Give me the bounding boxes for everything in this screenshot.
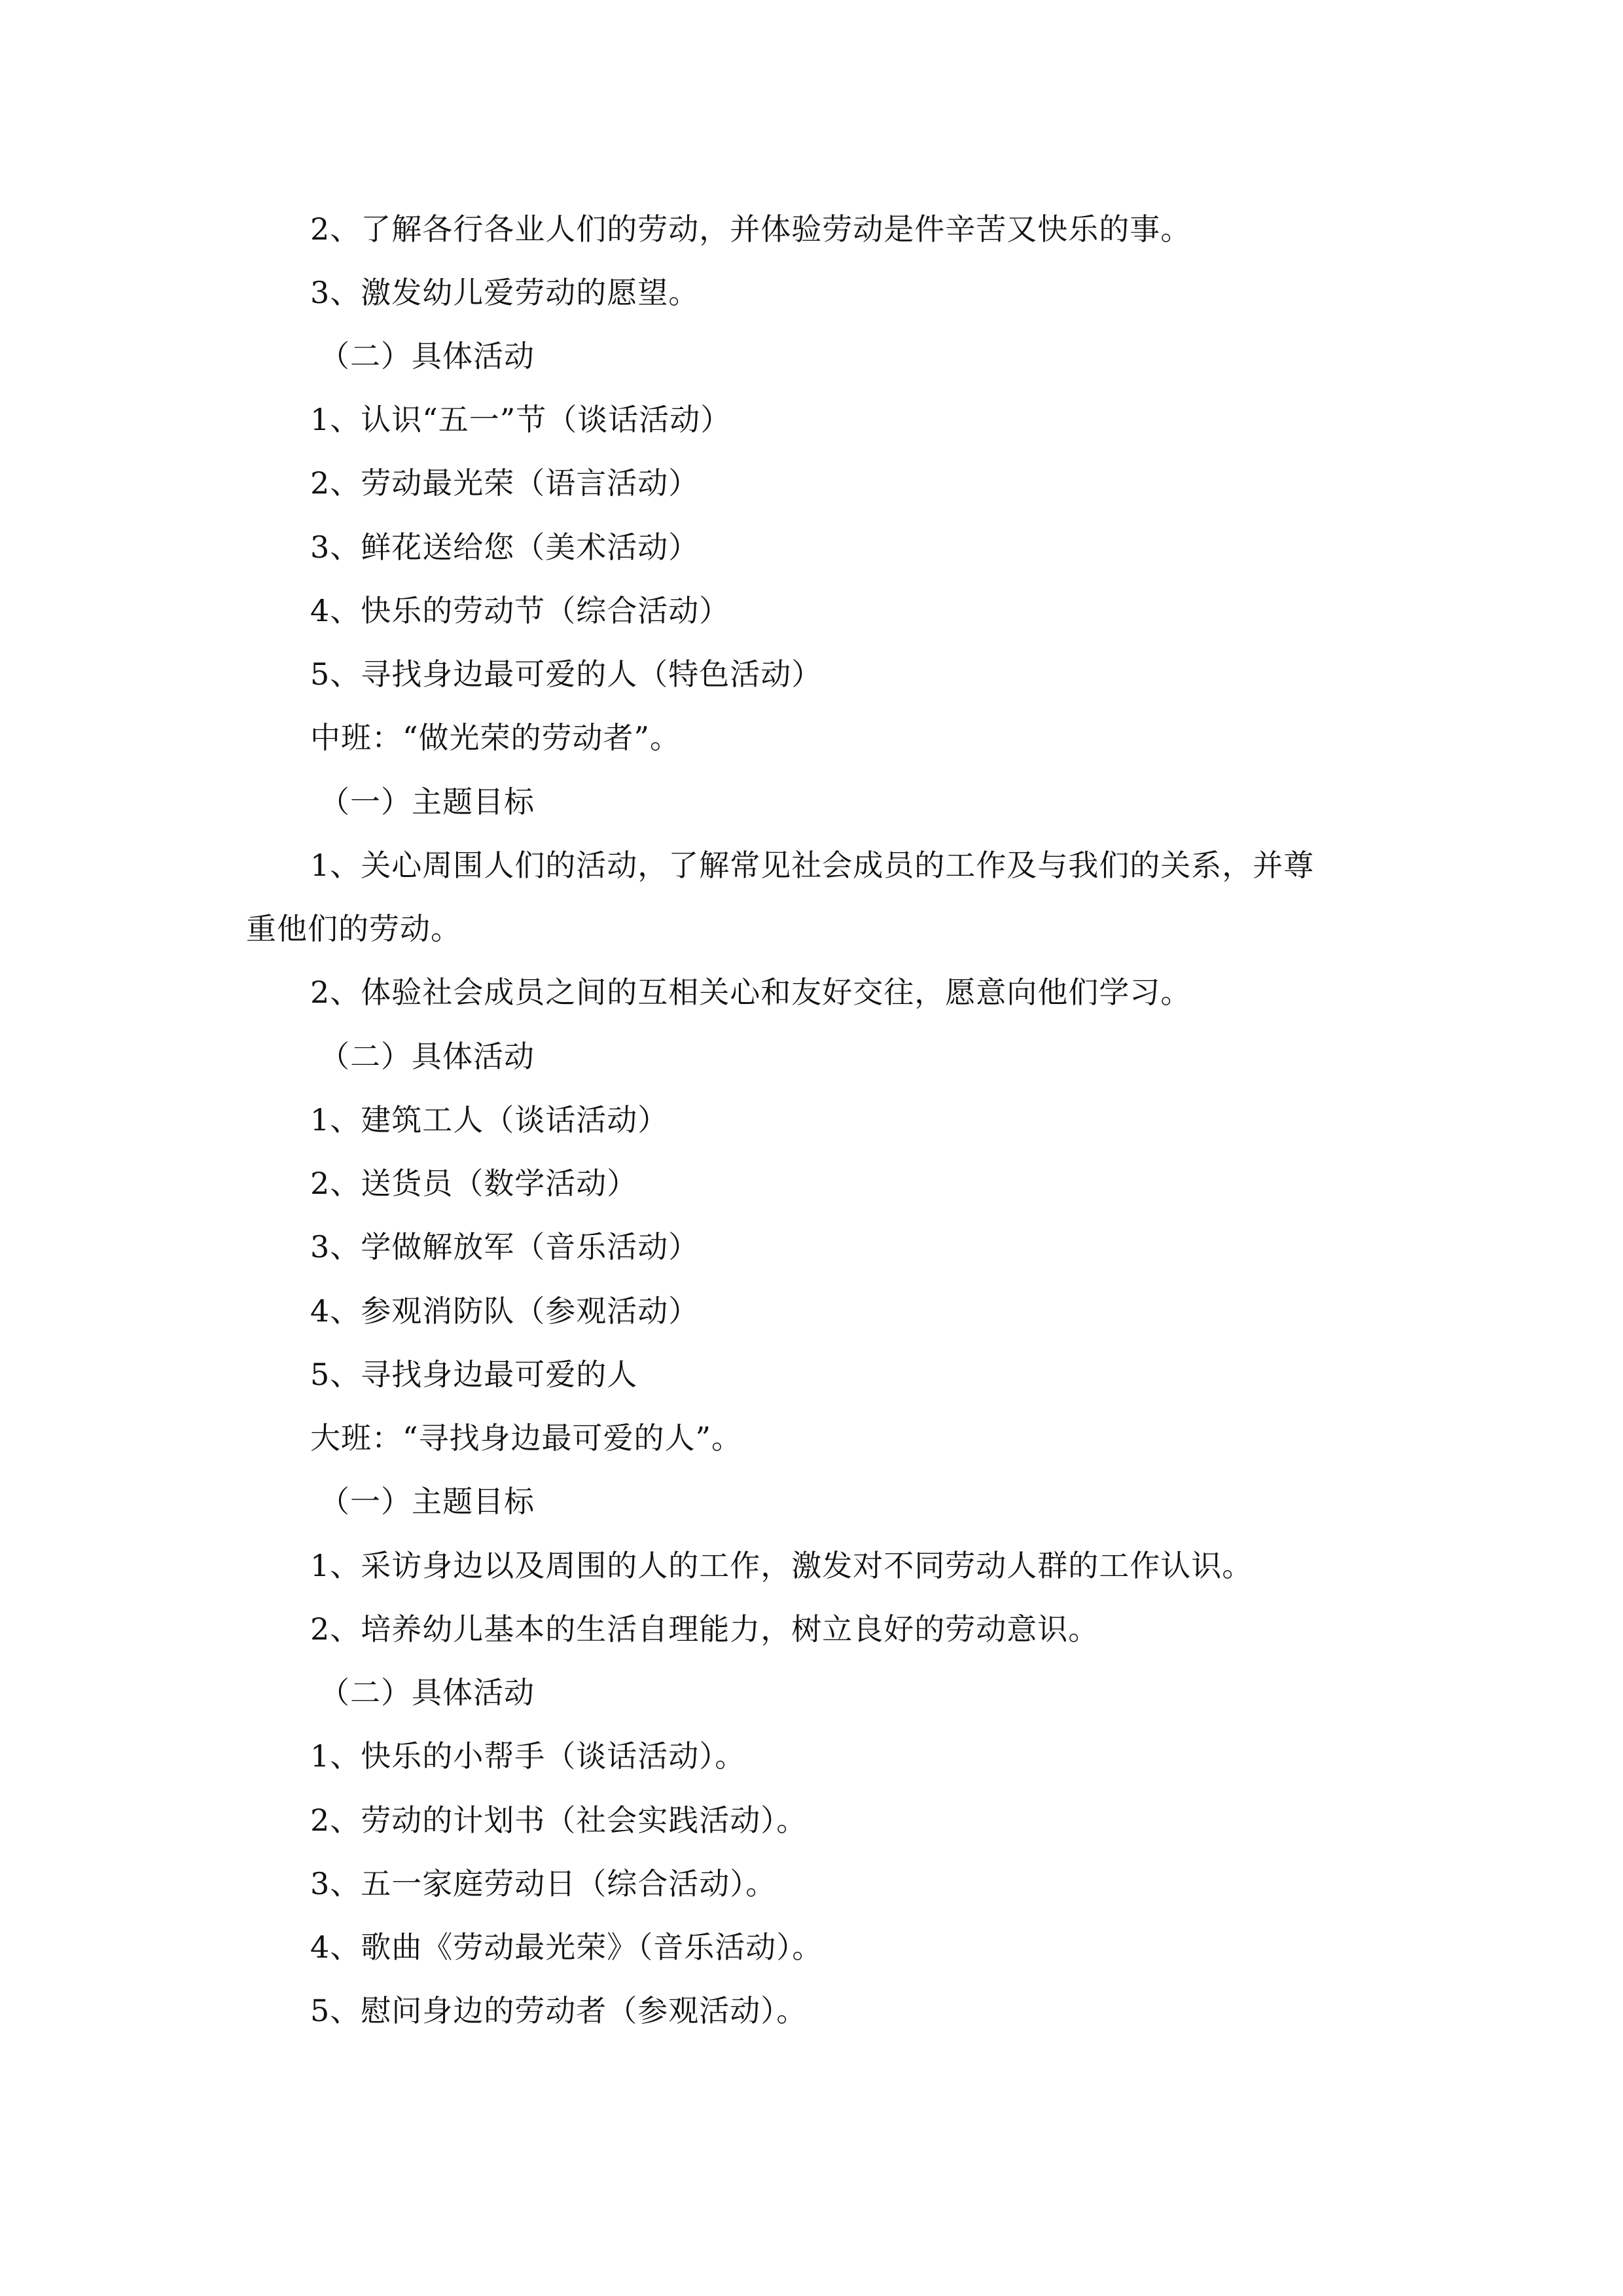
middle-class-goals-heading: （一）主题目标: [319, 784, 535, 819]
large-class-goal-2: 2、培养幼儿基本的生活自理能力，树立良好的劳动意识。: [310, 1611, 1099, 1647]
large-class-activity-2: 2、劳动的计划书（社会实践活动）。: [310, 1803, 808, 1838]
small-class-activity-1: 1、认识“五一”节（谈话活动）: [310, 402, 732, 437]
small-class-goal-3: 3、激发幼儿爱劳动的愿望。: [310, 275, 700, 310]
large-class-title: 大班：“寻找身边最可爱的人”。: [310, 1420, 743, 1456]
small-class-activities-heading: （二）具体活动: [319, 338, 535, 374]
middle-class-activity-5: 5、寻找身边最可爱的人: [310, 1357, 638, 1392]
large-class-activity-1: 1、快乐的小帮手（谈话活动）。: [310, 1738, 746, 1774]
large-class-activity-5: 5、慰问身边的劳动者（参观活动）。: [310, 1993, 808, 2028]
large-class-activity-4: 4、歌曲《劳动最光荣》（音乐活动）。: [310, 1929, 823, 1965]
middle-class-goal-1-line-1: 1、关心周围人们的活动，了解常见社会成员的工作及与我们的关系，并尊: [310, 848, 1315, 883]
middle-class-activity-3: 3、学做解放军（音乐活动）: [310, 1229, 700, 1265]
middle-class-goal-2: 2、体验社会成员之间的互相关心和友好交往，愿意向他们学习。: [310, 975, 1192, 1010]
middle-class-title: 中班：“做光荣的劳动者”。: [310, 720, 681, 755]
middle-class-activities-heading: （二）具体活动: [319, 1039, 535, 1074]
small-class-goal-2: 2、了解各行各业人们的劳动，并体验劳动是件辛苦又快乐的事。: [310, 211, 1192, 247]
small-class-activity-3: 3、鲜花送给您（美术活动）: [310, 529, 700, 565]
middle-class-goal-1-line-2: 重他们的劳动。: [246, 911, 461, 946]
middle-class-activity-1: 1、建筑工人（谈话活动）: [310, 1102, 669, 1138]
large-class-activity-3: 3、五一家庭劳动日（综合活动）。: [310, 1866, 777, 1901]
middle-class-activity-4: 4、参观消防队（参观活动）: [310, 1293, 700, 1329]
small-class-activity-2: 2、劳动最光荣（语言活动）: [310, 465, 700, 501]
large-class-goal-1: 1、采访身边以及周围的人的工作，激发对不同劳动人群的工作认识。: [310, 1548, 1253, 1583]
large-class-activities-heading: （二）具体活动: [319, 1675, 535, 1710]
small-class-activity-5: 5、寻找身边最可爱的人（特色活动）: [310, 656, 823, 692]
large-class-goals-heading: （一）主题目标: [319, 1484, 535, 1519]
small-class-activity-4: 4、快乐的劳动节（综合活动）: [310, 593, 730, 628]
middle-class-activity-2: 2、送货员（数学活动）: [310, 1166, 638, 1201]
